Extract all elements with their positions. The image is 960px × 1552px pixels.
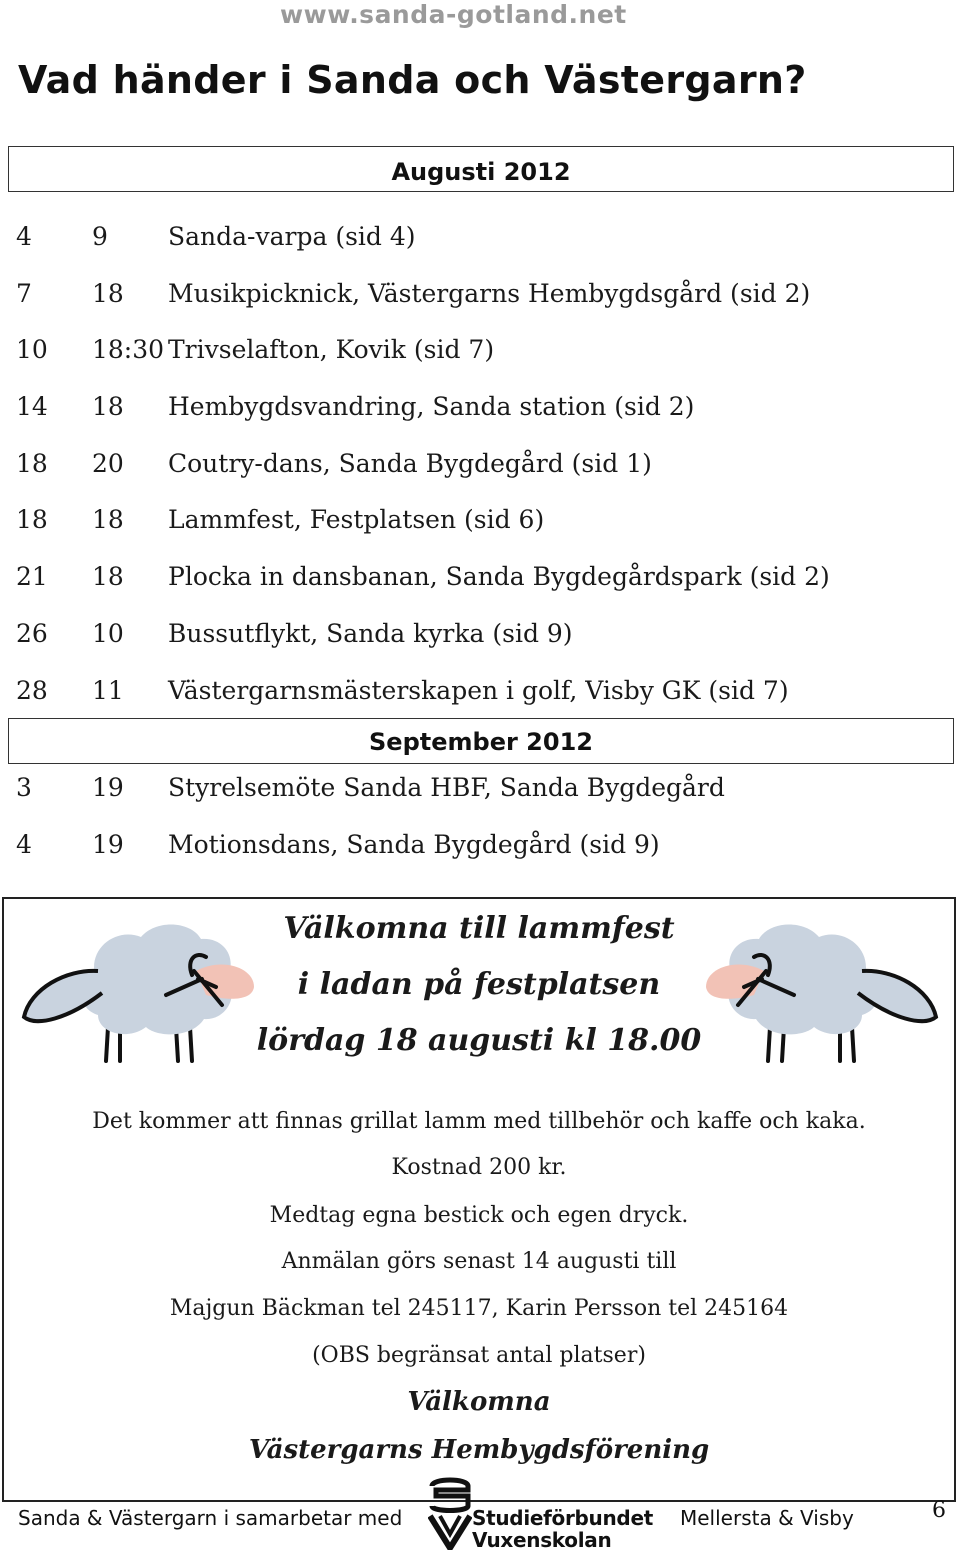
event-time: 9 (92, 222, 108, 251)
event-time: 20 (92, 448, 124, 478)
event-row (16, 830, 946, 887)
event-description: Musikpicknick, Västergarns Hembygdsgård (sid 2) (168, 278, 811, 308)
event-day: 7 (16, 278, 32, 308)
page-number: 6 (932, 1498, 946, 1523)
page-title: Vad händer i Sanda och Västergarn? (18, 58, 807, 102)
event-row (16, 222, 946, 279)
event-description: Motionsdans, Sanda Bygdegård (sid 9) (168, 829, 660, 859)
invite-body-line: Medtag egna bestick och egen dryck. (269, 1203, 689, 1228)
event-time: 18 (92, 392, 124, 422)
event-description: Bussutflykt, Sanda kyrka (sid 9) (168, 618, 573, 648)
invite-heading-line: Välkomna till lammfest (283, 911, 675, 946)
event-time: 19 (92, 829, 124, 859)
month-header-august: Augusti 2012 (8, 146, 954, 192)
lammfest-invitation (2, 897, 956, 1502)
logo-text-vuxenskolan: Vuxenskolan (472, 1528, 612, 1552)
logo-text-studieforbundet: Studieförbundet (472, 1506, 653, 1530)
event-description: Trivselafton, Kovik (sid 7) (168, 335, 495, 365)
event-time: 11 (92, 675, 124, 705)
footer-region-text: Mellersta & Visby (680, 1506, 854, 1530)
page-footer (0, 1472, 960, 1550)
studieforbundet-logo-icon (428, 1476, 472, 1550)
invite-body-line: Kostnad 200 kr. (391, 1155, 567, 1180)
event-day: 28 (16, 675, 48, 705)
invite-body-line: (OBS begränsat antal platser) (312, 1343, 646, 1368)
event-time: 19 (92, 773, 124, 802)
event-row (16, 335, 946, 392)
event-row (16, 449, 946, 506)
event-row (16, 279, 946, 336)
invite-body-line: Det kommer att finnas grillat lamm med tillbehör och kaffe och kaka. (92, 1109, 866, 1134)
event-description: Lammfest, Festplatsen (sid 6) (168, 505, 545, 535)
event-description: Plocka in dansbanan, Sanda Bygdegårdspark (sid 2) (168, 562, 830, 592)
event-row (16, 392, 946, 449)
month-header-september: September 2012 (8, 718, 954, 764)
event-description: Hembygdsvandring, Sanda station (sid 2) (168, 392, 695, 422)
event-day: 4 (16, 829, 32, 859)
event-description: Styrelsemöte Sanda HBF, Sanda Bygdegård (168, 773, 725, 802)
footer-partner-text: Sanda & Västergarn i samarbetar med (18, 1506, 403, 1530)
event-day: 18 (16, 448, 48, 478)
event-list-september (16, 773, 946, 886)
invite-body-line: Anmälan görs senast 14 augusti till (281, 1249, 677, 1274)
event-day: 14 (16, 392, 48, 422)
event-row (16, 562, 946, 619)
event-day: 26 (16, 618, 48, 648)
site-url[interactable]: www.sanda-gotland.net (280, 0, 627, 29)
event-day: 10 (16, 335, 48, 365)
event-row (16, 619, 946, 676)
event-time: 18 (92, 505, 124, 535)
event-description: Coutry-dans, Sanda Bygdegård (sid 1) (168, 448, 652, 478)
event-row (16, 773, 946, 830)
event-day: 3 (16, 773, 32, 802)
event-list-august (16, 222, 946, 732)
event-time: 18 (92, 278, 124, 308)
event-description: Västergarnsmästerskapen i golf, Visby GK (sid 7) (168, 675, 789, 705)
event-time: 18 (92, 562, 124, 592)
invite-body-line: Majgun Bäckman tel 245117, Karin Persson tel 245164 (169, 1296, 789, 1321)
event-day: 18 (16, 505, 48, 535)
invite-closing: Välkomna (407, 1387, 551, 1417)
event-day: 21 (16, 562, 48, 592)
invite-heading-line: i ladan på festplatsen (297, 967, 661, 1002)
invite-signature: Västergarns Hembygdsförening (248, 1435, 710, 1465)
event-day: 4 (16, 222, 32, 251)
event-time: 10 (92, 618, 124, 648)
invite-heading-line: lördag 18 augusti kl 18.00 (256, 1023, 702, 1058)
event-time: 18:30 (92, 335, 165, 365)
event-description: Sanda-varpa (sid 4) (168, 222, 416, 251)
event-row (16, 505, 946, 562)
